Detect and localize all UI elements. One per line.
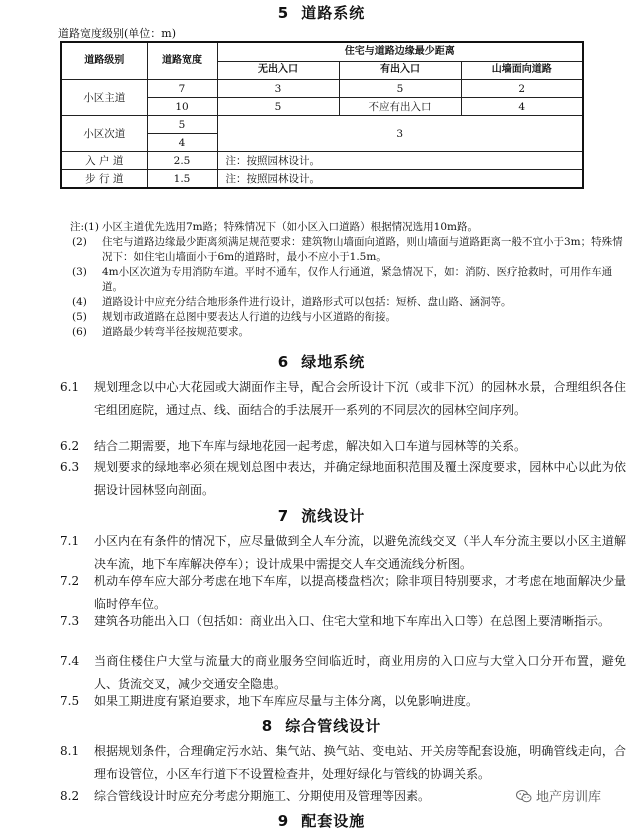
clause-8-1: 8.1 根据规划条件，合理确定污水站、集气站、换气站、变电站、开关房等配套设施，明确管线走向，合理布设管位，小区车行道下不设置检查井，处理好绿化与管线的协调关系。 [60, 744, 626, 781]
cell: 1.5 [147, 170, 217, 189]
cell: 4 [461, 98, 583, 116]
cell: 注：按照园林设计。 [217, 152, 583, 170]
cell: 5 [217, 98, 339, 116]
clause-6-3: 6.3 规划要求的绿地率必须在规划总图中表达，并确定绿地面积范围及覆土深度要求，园林中心以此为依据设计园林竖向剖面。 [60, 460, 626, 497]
watermark-text: 地产房训库 [536, 790, 602, 805]
header-road-level: 道路级别 [61, 42, 147, 80]
road-width-table [60, 41, 584, 189]
note-item: (5) 规划市政道路在总图中要表达人行道的边线与小区道路的衔接。 [72, 311, 396, 323]
header-road-width: 道路宽度 [147, 42, 217, 80]
cell: 注：按照园林设计。 [217, 170, 583, 189]
clause-7-2: 7.2 机动车停车应大部分考虑在地下车库，以提高楼盘档次；除非项目特别要求，才考虑在地面解决少量临时停车位。 [60, 574, 626, 611]
table-notes [72, 220, 632, 340]
clause-7-3: 7.3 建筑各功能出入口（包括如：商业出入口、住宅大堂和地下车库出入口等）在总图上要清晰指示。 [60, 614, 611, 628]
table-caption: 道路宽度级别(单位：m) [58, 27, 177, 40]
wechat-icon [516, 790, 532, 803]
cell: 2.5 [147, 152, 217, 170]
cell: 4 [147, 134, 217, 152]
note-item: (3) 4m小区次道为专用消防车道。平时不通车，仅作人行通道，紧急情况下，如：消防、医疗抢救时，可用作车通道。 [72, 266, 613, 293]
cell: 5 [147, 116, 217, 134]
clause-7-5: 7.5 如果工期进度有紧迫要求，地下车库应尽量与主体分离，以免影响进度。 [60, 694, 479, 708]
note-item: (4) 道路设计中应充分结合地形条件进行设计，道路形式可以包括：短桥、盘山路、涵洞等。 [72, 296, 512, 308]
cell: 3 [217, 80, 339, 98]
row-label-walkway: 步 行 道 [61, 170, 147, 189]
section-6-heading: 6 绿地系统 [277, 353, 366, 371]
cell: 5 [339, 80, 461, 98]
cell: 不应有出入口 [339, 98, 461, 116]
section-8-heading: 8 综合管线设计 [261, 717, 382, 735]
header-with-entrance: 有出入口 [339, 61, 461, 80]
row-label-main-road: 小区主道 [61, 80, 147, 116]
section-5-heading [0, 4, 643, 22]
header-gable-facing: 山墙面向道路 [461, 61, 583, 80]
cell: 10 [147, 98, 217, 116]
note-item: 注:(1) 小区主道优先选用7m路；特殊情况下（如小区入口道路）根据情况选用10m路。 [70, 221, 478, 233]
clause-6-2: 6.2 结合二期需要，地下车库与绿地花园一起考虑，解决如入口车道与园林等的关系。 [60, 439, 527, 453]
section-9-heading: 9 配套设施 [277, 812, 366, 830]
row-label-entry-road: 入 户 道 [61, 152, 147, 170]
cell: 3 [217, 116, 583, 152]
header-no-entrance: 无出入口 [217, 61, 339, 80]
cell: 2 [461, 80, 583, 98]
clause-7-1: 7.1 小区内在有条件的情况下，应尽量做到全人车分流，以避免流线交叉（半人车分流主要以小区主道解决车流，地下车库解决停车）；设计成果中需提交人车交通流线分析图。 [60, 534, 626, 571]
clause-8-2: 8.2 综合管线设计时应充分考虑分期施工、分期使用及管理等因素。 [60, 789, 431, 803]
section-7-heading: 7 流线设计 [277, 507, 366, 525]
note-item: (6) 道路最少转弯半径按规范要求。 [72, 326, 249, 338]
clause-6-1: 6.1 规划理念以中心大花园或大湖面作主导，配合会所设计下沉（或非下沉）的园林水景，合理组织各住宅组团庭院，通过点、线、面结合的手法展开一系列的不同层次的园林空间序列。 [60, 380, 626, 417]
section-title: 道路系统 [301, 4, 366, 22]
section-number: 5 [277, 4, 290, 22]
watermark [516, 786, 601, 805]
header-min-distance: 住宅与道路边缘最少距离 [217, 42, 583, 61]
cell: 7 [147, 80, 217, 98]
row-label-secondary-road: 小区次道 [61, 116, 147, 152]
clause-7-4: 7.4 当商住楼住户大堂与流量大的商业服务空间临近时，商业用房的入口应与大堂入口分开布置，避免人、货流交叉，减少交通安全隐患。 [60, 654, 626, 691]
note-item: (2) 住宅与道路边缘最少距离须满足规范要求：建筑物山墙面向道路，则山墙面与道路距离一般不宜小于3m；特殊情况下：如住宅山墙面小于6m的道路时，最小不应小于1.5m。 [72, 236, 623, 263]
